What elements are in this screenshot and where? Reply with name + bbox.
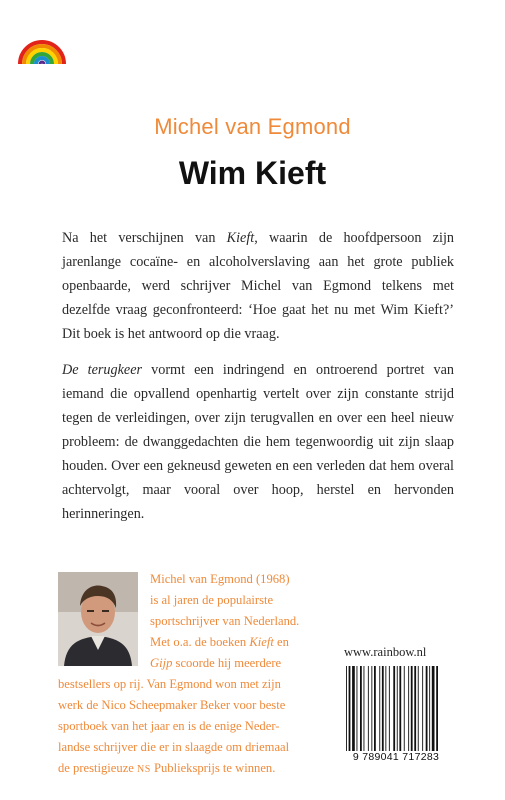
isbn-barcode: [344, 666, 448, 764]
isbn-number: 9 789041 717283: [344, 751, 448, 763]
rainbow-logo-icon: [18, 20, 66, 68]
book-title: Wim Kieft: [178, 155, 327, 191]
blurb-paragraph-1: Na het verschijnen van Kieft, waarin de hoofdpersoon zijn jarenlange cocaïne- en alcoholverslaving aan het grote publiek openbaarde, werd schrijver Michel van Egmond telkens met dezelfde vraag geconfronteerd: ‘Hoe gaat het nu met Wim Kieft?’ Dit boek is het antwoord op die vraag.: [62, 230, 454, 342]
author-name: Michel van Egmond: [154, 114, 351, 139]
blurb-paragraph-2: De terugkeer vormt een indringend en ontroerend portret van iemand die opvallend openhartig vertelt over zijn constante strijd tegen de verleidingen, over zijn terugvallen en over een heel nieuw probleem: de dwanggedachten die hem tegenwoordig uit zijn slaap houden. Over een gekneusd geweten en een verleden dat hem overal achtervolgt, maar vooral over hoop, herstel en hervonden herinneringen.: [62, 362, 454, 522]
author-bio: Michel van Egmond (1968) is al jaren de populairste sportschrijver van Nederland. Met o.a. de boeken Kieft en Gijp scoorde hij meerdere bestsellers op rij. Van Egmond won met zijn werk de Nico Scheepmaker Beker voor beste sportboek van het jaar en is de enige Neder- landse schrijver die er in slaagde om driemaal de prestigieuze NS Publieksprijs te winnen.: [58, 572, 300, 775]
publisher-website[interactable]: www.rainbow.nl: [344, 645, 427, 659]
